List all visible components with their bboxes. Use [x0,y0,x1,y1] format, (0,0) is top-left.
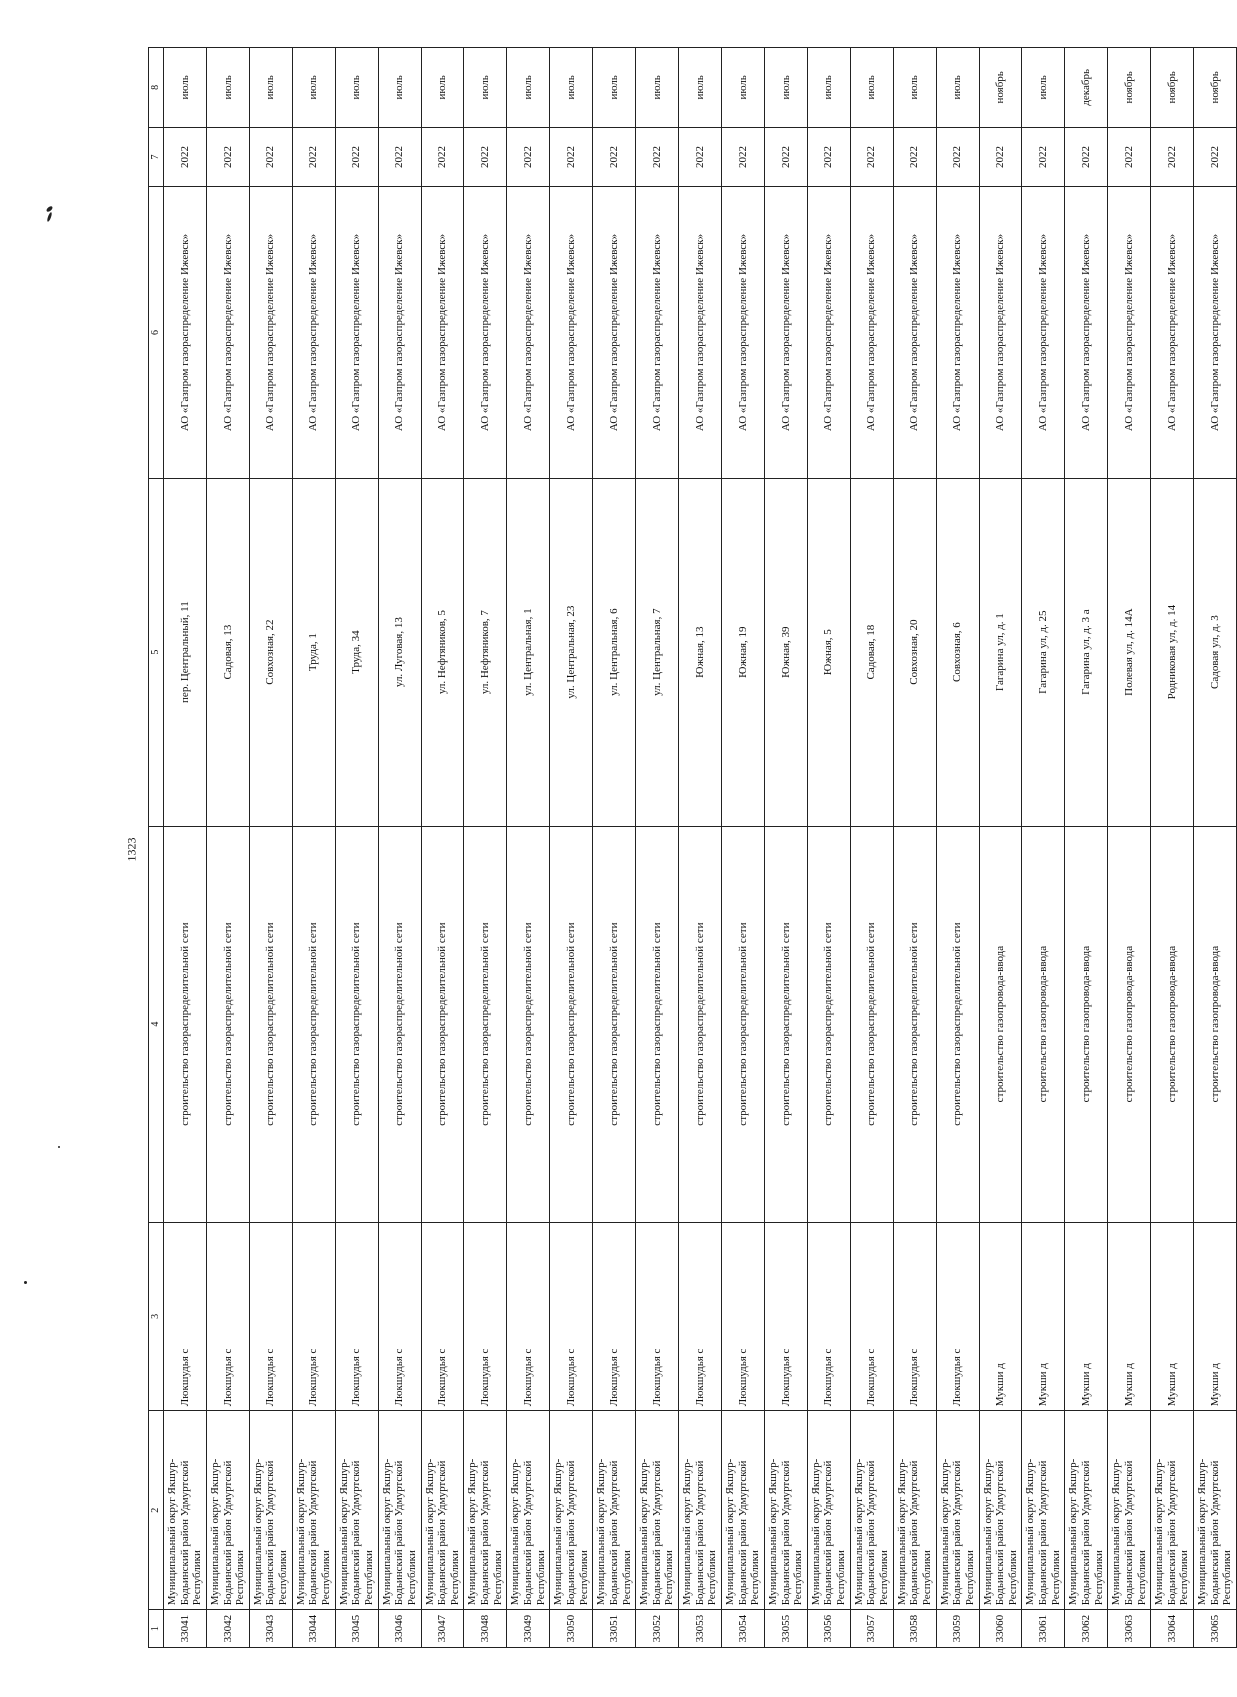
address-cell: ул. Центральная, 7 [636,478,679,826]
year-cell: 2022 [936,127,979,187]
work-type-cell: строительство газораспределительной сети [636,826,679,1222]
settlement-cell: Люкшудья с [206,1222,249,1411]
row-number-cell: 33050 [550,1610,593,1648]
header-cell: 5 [149,478,164,826]
year-cell: 2022 [1065,127,1108,187]
header-cell: 3 [149,1222,164,1411]
table-row [378,48,421,1648]
work-type-cell: строительство газораспределительной сети [507,826,550,1222]
year-cell: 2022 [679,127,722,187]
month-cell: июль [1022,48,1065,128]
row-number-cell: 33061 [1022,1610,1065,1648]
header-cell: 6 [149,187,164,478]
year-cell: 2022 [550,127,593,187]
municipality-cell: Муниципальный округ Якшур-Бодьинский район Удмуртской Республики [1108,1411,1151,1610]
address-cell: Совхозная, 20 [893,478,936,826]
settlement-cell: Люкшудья с [721,1222,764,1411]
table-row [292,48,335,1648]
address-cell: Южная, 5 [807,478,850,826]
work-type-cell: строительство газораспределительной сети [249,826,292,1222]
year-cell: 2022 [164,127,207,187]
month-cell: июль [936,48,979,128]
organization-cell: АО «Газпром газораспределение Ижевск» [1022,187,1065,478]
settlement-cell: Люкшудья с [249,1222,292,1411]
settlement-cell: Люкшудья с [636,1222,679,1411]
organization-cell: АО «Газпром газораспределение Ижевск» [550,187,593,478]
year-cell: 2022 [1022,127,1065,187]
organization-cell: АО «Газпром газораспределение Ижевск» [936,187,979,478]
row-number-cell: 33060 [979,1610,1022,1648]
municipality-cell: Муниципальный округ Якшур-Бодьинский район Удмуртской Республики [636,1411,679,1610]
table-row [807,48,850,1648]
settlement-cell: Люкшудья с [421,1222,464,1411]
row-number-cell: 33053 [679,1610,722,1648]
work-type-cell: строительство газопровода-ввода [979,826,1022,1222]
month-cell: июль [164,48,207,128]
row-number-cell: 33064 [1151,1610,1194,1648]
address-cell: ул. Нефтяников, 5 [421,478,464,826]
year-cell: 2022 [979,127,1022,187]
scan-speck [58,1146,60,1148]
organization-cell: АО «Газпром газораспределение Ижевск» [507,187,550,478]
month-cell: июль [507,48,550,128]
year-cell: 2022 [636,127,679,187]
year-cell: 2022 [1194,127,1237,187]
year-cell: 2022 [721,127,764,187]
address-cell: пер. Центральный, 11 [164,478,207,826]
table-row [721,48,764,1648]
month-cell: июль [721,48,764,128]
municipality-cell: Муниципальный округ Якшур-Бодьинский район Удмуртской Республики [164,1411,207,1610]
month-cell: июль [893,48,936,128]
table-row [507,48,550,1648]
municipality-cell: Муниципальный округ Якшур-Бодьинский район Удмуртской Республики [807,1411,850,1610]
organization-cell: АО «Газпром газораспределение Ижевск» [464,187,507,478]
work-type-cell: строительство газораспределительной сети [807,826,850,1222]
table-row [850,48,893,1648]
settlement-cell: Люкшудья с [464,1222,507,1411]
header-cell: 7 [149,127,164,187]
organization-cell: АО «Газпром газораспределение Ижевск» [979,187,1022,478]
settlement-cell: Мукши д [1194,1222,1237,1411]
registry-table [148,47,1237,1648]
row-number-cell: 33046 [378,1610,421,1648]
organization-cell: АО «Газпром газораспределение Ижевск» [1065,187,1108,478]
scan-speck [24,1281,27,1284]
organization-cell: АО «Газпром газораспределение Ижевск» [206,187,249,478]
table-row [1065,48,1108,1648]
year-cell: 2022 [507,127,550,187]
address-cell: Гагарина ул, д. 25 [1022,478,1065,826]
table-row [593,48,636,1648]
organization-cell: АО «Газпром газораспределение Ижевск» [807,187,850,478]
settlement-cell: Мукши д [979,1222,1022,1411]
table-row [550,48,593,1648]
work-type-cell: строительство газораспределительной сети [464,826,507,1222]
header-row [149,48,164,1648]
address-cell: ул. Нефтяников, 7 [464,478,507,826]
organization-cell: АО «Газпром газораспределение Ижевск» [335,187,378,478]
registry-table-rotated [148,47,1234,1648]
settlement-cell: Люкшудья с [764,1222,807,1411]
table-row [335,48,378,1648]
municipality-cell: Муниципальный округ Якшур-Бодьинский район Удмуртской Республики [764,1411,807,1610]
row-number-cell: 33047 [421,1610,464,1648]
municipality-cell: Муниципальный округ Якшур-Бодьинский район Удмуртской Республики [1194,1411,1237,1610]
settlement-cell: Мукши д [1108,1222,1151,1411]
work-type-cell: строительство газопровода-ввода [1108,826,1151,1222]
settlement-cell: Люкшудья с [550,1222,593,1411]
table-row [1108,48,1151,1648]
municipality-cell: Муниципальный округ Якшур-Бодьинский район Удмуртской Республики [979,1411,1022,1610]
settlement-cell: Мукши д [1022,1222,1065,1411]
settlement-cell: Люкшудья с [893,1222,936,1411]
year-cell: 2022 [1151,127,1194,187]
month-cell: июль [249,48,292,128]
page-number: 1323 [124,837,139,862]
row-number-cell: 33044 [292,1610,335,1648]
year-cell: 2022 [335,127,378,187]
organization-cell: АО «Газпром газораспределение Ижевск» [593,187,636,478]
address-cell: Полевая ул, д. 14А [1108,478,1151,826]
row-number-cell: 33049 [507,1610,550,1648]
municipality-cell: Муниципальный округ Якшур-Бодьинский район Удмуртской Республики [421,1411,464,1610]
year-cell: 2022 [292,127,335,187]
organization-cell: АО «Газпром газораспределение Ижевск» [1151,187,1194,478]
municipality-cell: Муниципальный округ Якшур-Бодьинский район Удмуртской Республики [292,1411,335,1610]
settlement-cell: Люкшудья с [292,1222,335,1411]
month-cell: июль [335,48,378,128]
work-type-cell: строительство газораспределительной сети [206,826,249,1222]
organization-cell: АО «Газпром газораспределение Ижевск» [292,187,335,478]
table-row [1022,48,1065,1648]
work-type-cell: строительство газораспределительной сети [721,826,764,1222]
row-number-cell: 33043 [249,1610,292,1648]
table-row [636,48,679,1648]
year-cell: 2022 [1108,127,1151,187]
header-cell: 4 [149,826,164,1222]
work-type-cell: строительство газораспределительной сети [893,826,936,1222]
municipality-cell: Муниципальный округ Якшур-Бодьинский район Удмуртской Республики [850,1411,893,1610]
table-row [764,48,807,1648]
year-cell: 2022 [421,127,464,187]
municipality-cell: Муниципальный округ Якшур-Бодьинский район Удмуртской Республики [335,1411,378,1610]
address-cell: ул. Центральная, 23 [550,478,593,826]
month-cell: ноябрь [1108,48,1151,128]
municipality-cell: Муниципальный округ Якшур-Бодьинский район Удмуртской Республики [1065,1411,1108,1610]
address-cell: Садовая, 13 [206,478,249,826]
organization-cell: АО «Газпром газораспределение Ижевск» [378,187,421,478]
address-cell: ул. Центральная, 1 [507,478,550,826]
header-cell: 1 [149,1610,164,1648]
month-cell: ноябрь [1194,48,1237,128]
table-row [464,48,507,1648]
table-row [979,48,1022,1648]
work-type-cell: строительство газораспределительной сети [164,826,207,1222]
address-cell: Совхозная, 22 [249,478,292,826]
row-number-cell: 33052 [636,1610,679,1648]
month-cell: ноябрь [979,48,1022,128]
row-number-cell: 33054 [721,1610,764,1648]
table-row [893,48,936,1648]
year-cell: 2022 [593,127,636,187]
address-cell: Совхозная, 6 [936,478,979,826]
settlement-cell: Мукши д [1065,1222,1108,1411]
work-type-cell: строительство газораспределительной сети [292,826,335,1222]
work-type-cell: строительство газопровода-ввода [1194,826,1237,1222]
row-number-cell: 33056 [807,1610,850,1648]
month-cell: июль [807,48,850,128]
address-cell: Садовая ул, д. 3 [1194,478,1237,826]
year-cell: 2022 [464,127,507,187]
work-type-cell: строительство газораспределительной сети [335,826,378,1222]
address-cell: Труда, 1 [292,478,335,826]
month-cell: июль [636,48,679,128]
address-cell: Родниковая ул, д. 14 [1151,478,1194,826]
row-number-cell: 33065 [1194,1610,1237,1648]
settlement-cell: Люкшудья с [679,1222,722,1411]
municipality-cell: Муниципальный округ Якшур-Бодьинский район Удмуртской Республики [721,1411,764,1610]
month-cell: июль [378,48,421,128]
organization-cell: АО «Газпром газораспределение Ижевск» [1194,187,1237,478]
work-type-cell: строительство газораспределительной сети [421,826,464,1222]
organization-cell: АО «Газпром газораспределение Ижевск» [421,187,464,478]
municipality-cell: Муниципальный округ Якшур-Бодьинский район Удмуртской Республики [550,1411,593,1610]
table-row [679,48,722,1648]
table-row [164,48,207,1648]
organization-cell: АО «Газпром газораспределение Ижевск» [893,187,936,478]
settlement-cell: Мукши д [1151,1222,1194,1411]
work-type-cell: строительство газопровода-ввода [1151,826,1194,1222]
row-number-cell: 33042 [206,1610,249,1648]
address-cell: Гагарина ул, д. 3 а [1065,478,1108,826]
settlement-cell: Люкшудья с [936,1222,979,1411]
month-cell: июль [464,48,507,128]
address-cell: Труда, 34 [335,478,378,826]
work-type-cell: строительство газораспределительной сети [593,826,636,1222]
row-number-cell: 33058 [893,1610,936,1648]
month-cell: июль [206,48,249,128]
settlement-cell: Люкшудья с [593,1222,636,1411]
organization-cell: АО «Газпром газораспределение Ижевск» [164,187,207,478]
address-cell: ул. Центральная, 6 [593,478,636,826]
year-cell: 2022 [807,127,850,187]
organization-cell: АО «Газпром газораспределение Ижевск» [764,187,807,478]
month-cell: июль [764,48,807,128]
month-cell: июль [679,48,722,128]
row-number-cell: 33041 [164,1610,207,1648]
month-cell: ноябрь [1151,48,1194,128]
work-type-cell: строительство газораспределительной сети [378,826,421,1222]
municipality-cell: Муниципальный округ Якшур-Бодьинский район Удмуртской Республики [893,1411,936,1610]
month-cell: июль [550,48,593,128]
organization-cell: АО «Газпром газораспределение Ижевск» [636,187,679,478]
year-cell: 2022 [893,127,936,187]
municipality-cell: Муниципальный округ Якшур-Бодьинский район Удмуртской Республики [936,1411,979,1610]
row-number-cell: 33063 [1108,1610,1151,1648]
address-cell: Гагарина ул, д. 1 [979,478,1022,826]
table-row [936,48,979,1648]
row-number-cell: 33051 [593,1610,636,1648]
settlement-cell: Люкшудья с [335,1222,378,1411]
municipality-cell: Муниципальный округ Якшур-Бодьинский район Удмуртской Республики [679,1411,722,1610]
work-type-cell: строительство газораспределительной сети [679,826,722,1222]
settlement-cell: Люкшудья с [507,1222,550,1411]
address-cell: Садовая, 18 [850,478,893,826]
month-cell: июль [593,48,636,128]
settlement-cell: Люкшудья с [378,1222,421,1411]
address-cell: Южная, 19 [721,478,764,826]
year-cell: 2022 [378,127,421,187]
year-cell: 2022 [249,127,292,187]
organization-cell: АО «Газпром газораспределение Ижевск» [679,187,722,478]
municipality-cell: Муниципальный округ Якшур-Бодьинский район Удмуртской Республики [507,1411,550,1610]
work-type-cell: строительство газопровода-ввода [1022,826,1065,1222]
row-number-cell: 33062 [1065,1610,1108,1648]
row-number-cell: 33045 [335,1610,378,1648]
address-cell: Южная, 13 [679,478,722,826]
work-type-cell: строительство газораспределительной сети [764,826,807,1222]
settlement-cell: Люкшудья с [807,1222,850,1411]
scan-speck [46,212,52,222]
municipality-cell: Муниципальный округ Якшур-Бодьинский район Удмуртской Республики [593,1411,636,1610]
municipality-cell: Муниципальный округ Якшур-Бодьинский район Удмуртской Республики [1151,1411,1194,1610]
organization-cell: АО «Газпром газораспределение Ижевск» [850,187,893,478]
settlement-cell: Люкшудья с [164,1222,207,1411]
month-cell: июль [421,48,464,128]
row-number-cell: 33055 [764,1610,807,1648]
header-cell: 2 [149,1411,164,1610]
month-cell: июль [850,48,893,128]
month-cell: июль [292,48,335,128]
work-type-cell: строительство газораспределительной сети [550,826,593,1222]
table-row [421,48,464,1648]
municipality-cell: Муниципальный округ Якшур-Бодьинский район Удмуртской Республики [206,1411,249,1610]
address-cell: ул. Луговая, 13 [378,478,421,826]
row-number-cell: 33059 [936,1610,979,1648]
address-cell: Южная, 39 [764,478,807,826]
header-cell: 8 [149,48,164,128]
work-type-cell: строительство газопровода-ввода [1065,826,1108,1222]
table-row [1194,48,1237,1648]
municipality-cell: Муниципальный округ Якшур-Бодьинский район Удмуртской Республики [378,1411,421,1610]
month-cell: декабрь [1065,48,1108,128]
municipality-cell: Муниципальный округ Якшур-Бодьинский район Удмуртской Республики [249,1411,292,1610]
row-number-cell: 33057 [850,1610,893,1648]
work-type-cell: строительство газораспределительной сети [850,826,893,1222]
table-row [249,48,292,1648]
year-cell: 2022 [850,127,893,187]
organization-cell: АО «Газпром газораспределение Ижевск» [249,187,292,478]
municipality-cell: Муниципальный округ Якшур-Бодьинский район Удмуртской Республики [1022,1411,1065,1610]
municipality-cell: Муниципальный округ Якшур-Бодьинский район Удмуртской Республики [464,1411,507,1610]
work-type-cell: строительство газораспределительной сети [936,826,979,1222]
year-cell: 2022 [764,127,807,187]
table-body [164,48,1237,1648]
organization-cell: АО «Газпром газораспределение Ижевск» [721,187,764,478]
organization-cell: АО «Газпром газораспределение Ижевск» [1108,187,1151,478]
row-number-cell: 33048 [464,1610,507,1648]
table-row [1151,48,1194,1648]
year-cell: 2022 [206,127,249,187]
settlement-cell: Люкшудья с [850,1222,893,1411]
table-row [206,48,249,1648]
